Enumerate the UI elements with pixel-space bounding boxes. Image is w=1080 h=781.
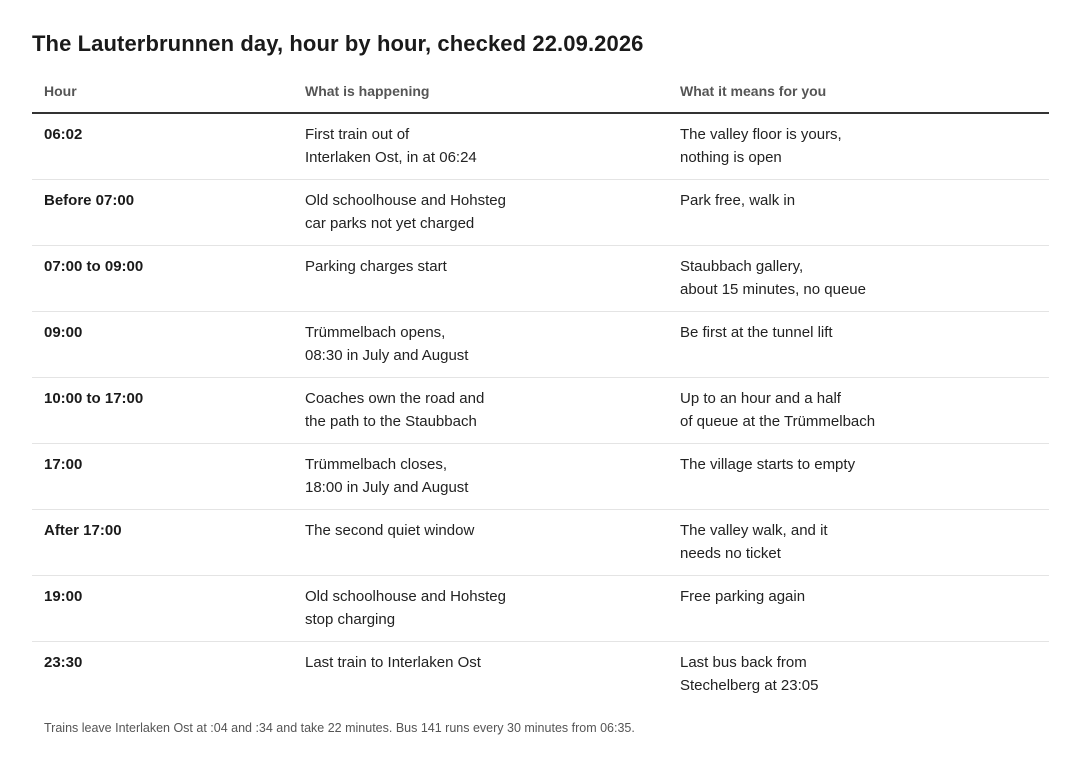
happening-cell (293, 179, 668, 245)
happening-line: Interlaken Ost, in at 06:24 (305, 149, 477, 166)
hour-cell: 10:00 to 17:00 (32, 377, 293, 443)
table-row (32, 443, 1049, 509)
happening-line: Coaches own the road and (305, 389, 485, 407)
footnote: Trains leave Interlaken Ost at :04 and :34 and take 22 minutes. Bus 141 runs every 30 minutes from 06:35. (44, 721, 635, 735)
header-row (32, 69, 1049, 113)
meaning-line: Stechelberg at 23:05 (680, 676, 819, 694)
happening-cell (293, 377, 668, 443)
happening-line: Last train to Interlaken Ost (305, 653, 481, 671)
column-header-hour: Hour (32, 69, 293, 113)
meaning-cell (668, 641, 1049, 707)
table-row (32, 179, 1049, 245)
table-row (32, 575, 1049, 641)
hour-cell: 19:00 (32, 575, 293, 641)
meaning-line: Last bus back from (680, 653, 807, 671)
meaning-cell (668, 113, 1049, 179)
meaning-line: The valley walk, and it (680, 521, 828, 539)
table-row (32, 245, 1049, 311)
meaning-cell (668, 377, 1049, 443)
meaning-line: of queue at the Trümmelbach (680, 412, 876, 430)
hour-cell: 06:02 (32, 113, 293, 179)
hour-cell: Before 07:00 (32, 179, 293, 245)
table-row (32, 113, 1049, 179)
happening-line: 08:30 in July and August (305, 346, 469, 364)
column-header-happening: What is happening (293, 69, 668, 113)
meaning-line: Free parking again (680, 587, 806, 605)
meaning-cell (668, 311, 1049, 377)
meaning-line: Be first at the tunnel lift (680, 323, 833, 341)
happening-line: the path to the Staubbach (305, 412, 477, 430)
meaning-line: nothing is open (680, 149, 782, 166)
hour-cell: 07:00 to 09:00 (32, 245, 293, 311)
happening-line: Old schoolhouse and Hohsteg (305, 587, 506, 605)
meaning-cell (668, 443, 1049, 509)
happening-cell (293, 245, 668, 311)
happening-line: Trümmelbach opens, (305, 323, 446, 341)
hour-cell: 17:00 (32, 443, 293, 509)
happening-cell (293, 575, 668, 641)
happening-line: car parks not yet charged (305, 214, 475, 232)
column-header-meaning: What it means for you (668, 69, 1049, 113)
meaning-line: Staubbach gallery, (680, 257, 804, 275)
happening-cell (293, 509, 668, 575)
meaning-cell (668, 509, 1049, 575)
meaning-line: about 15 minutes, no queue (680, 280, 866, 298)
happening-line: The second quiet window (305, 521, 475, 539)
schedule-table (32, 69, 1049, 707)
table-row (32, 509, 1049, 575)
happening-line: Old schoolhouse and Hohsteg (305, 191, 506, 209)
meaning-cell (668, 179, 1049, 245)
happening-cell (293, 311, 668, 377)
table-row (32, 311, 1049, 377)
hour-cell: After 17:00 (32, 509, 293, 575)
table-row (32, 641, 1049, 707)
hour-cell: 23:30 (44, 653, 83, 671)
meaning-line: Up to an hour and a half (680, 389, 841, 407)
happening-line: Trümmelbach closes, (305, 455, 447, 473)
page-title: The Lauterbrunnen day, hour by hour, checked 22.09.2026 (32, 31, 644, 56)
happening-cell (293, 443, 668, 509)
meaning-line: Park free, walk in (680, 191, 796, 209)
happening-line: First train out of (305, 126, 410, 143)
meaning-line: needs no ticket (680, 544, 781, 562)
meaning-line: The valley floor is yours, (680, 126, 842, 143)
happening-line: stop charging (305, 610, 396, 628)
meaning-line: The village starts to empty (680, 455, 856, 473)
hour-cell: 09:00 (32, 311, 293, 377)
table-header (32, 69, 1049, 113)
meaning-cell (668, 575, 1049, 641)
happening-cell (293, 113, 668, 179)
happening-line: 18:00 in July and August (305, 478, 469, 496)
table-row (32, 377, 1049, 443)
meaning-cell (668, 245, 1049, 311)
table-body (32, 113, 1049, 707)
happening-cell (293, 641, 668, 707)
happening-line: Parking charges start (305, 257, 447, 275)
